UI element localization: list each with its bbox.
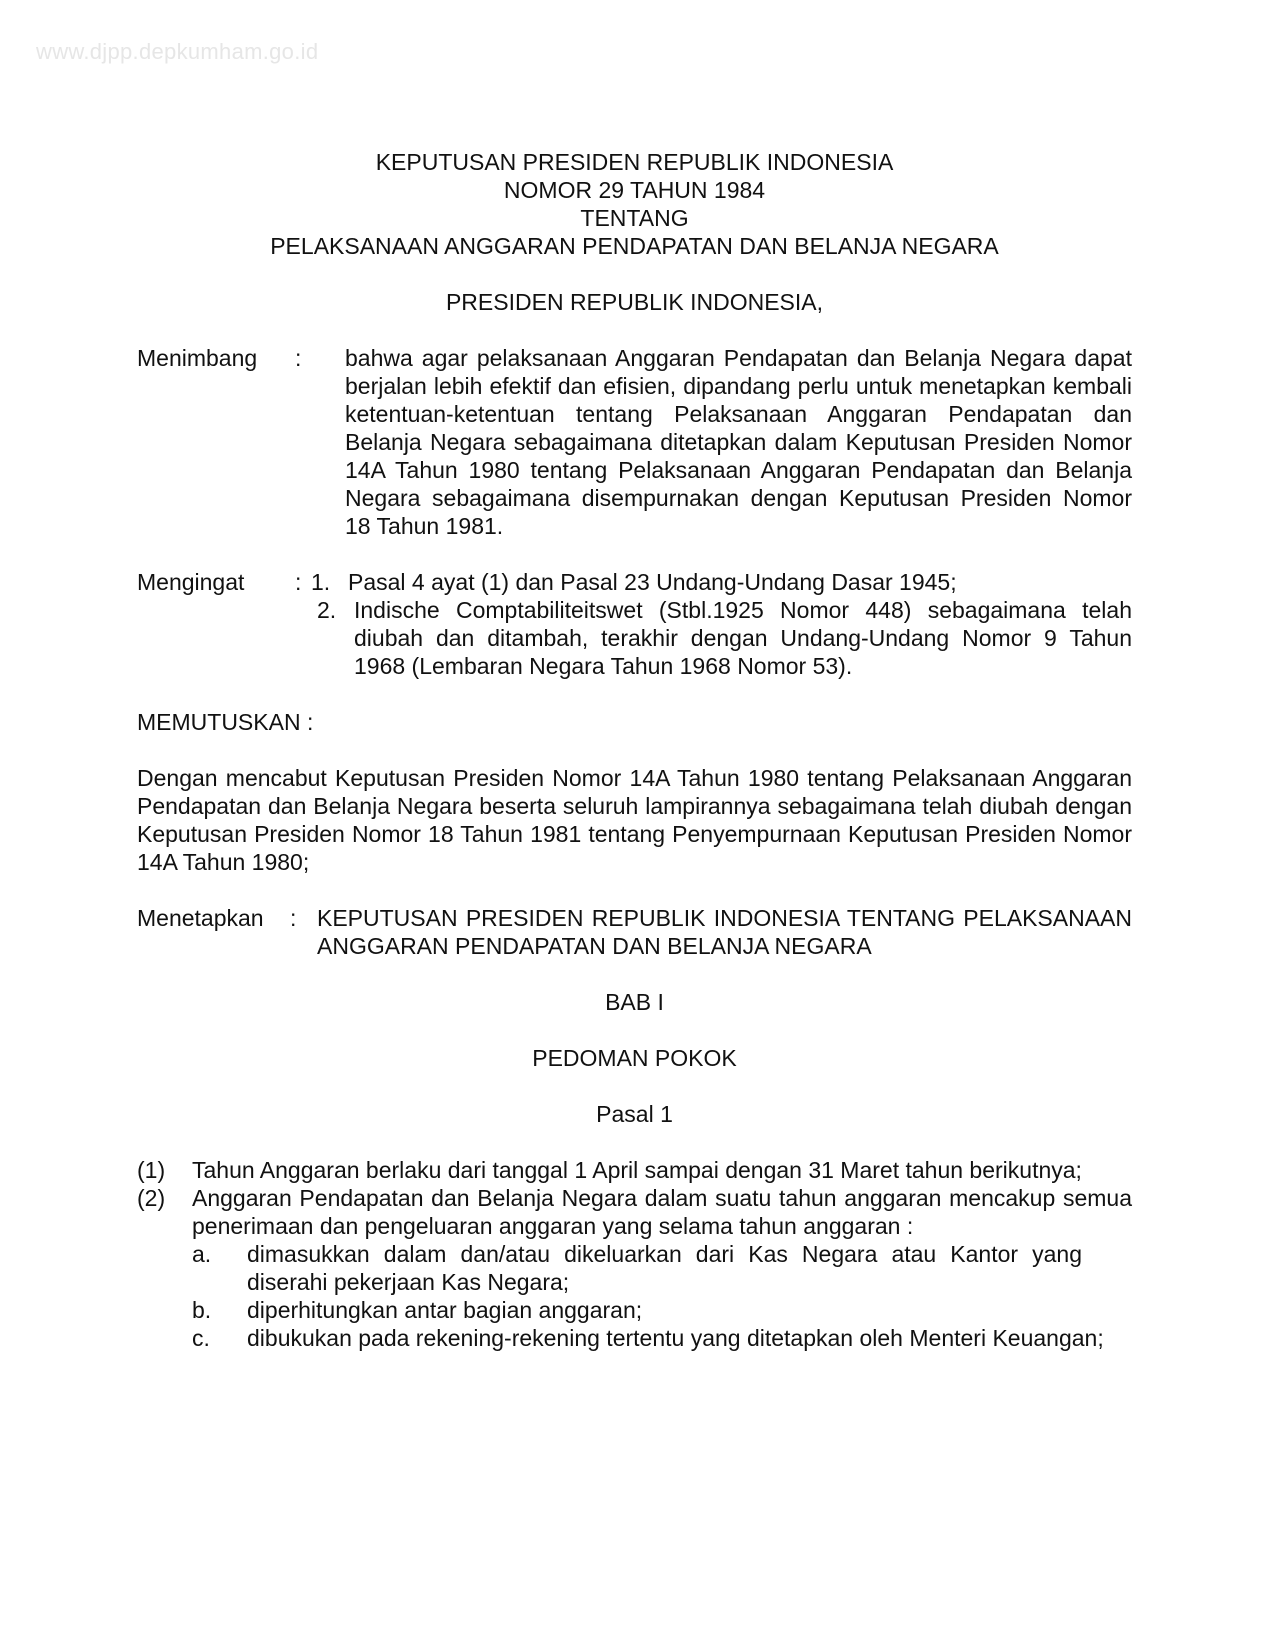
mengingat-item-number: 2. bbox=[317, 597, 337, 623]
header-line-2: NOMOR 29 TAHUN 1984 bbox=[503, 177, 766, 203]
bab-heading: BAB I bbox=[605, 989, 664, 1015]
ayat-number: (2) bbox=[137, 1185, 166, 1211]
watermark-text: www.djpp.depkumham.go.id bbox=[36, 39, 319, 64]
ayat-item bbox=[137, 1156, 1132, 1184]
mengingat-section bbox=[137, 568, 1132, 680]
menimbang-text: bahwa agar pelaksanaan Anggaran Pendapatan dan Belanja Negara dapat berjalan lebih efektif dan efisien, dipandang perlu untuk menetapkan kembali ketentuan-ketentuan tentang Pelaksanaan Anggaran Pendapatan dan Belanja Negara sebagaimana ditetapkan dalam Keputusan Presiden Nomor 14A Tahun 1980 tentang Pelaksanaan Anggaran Pendapatan dan Belanja Negara sebagaimana disempurnakan dengan Keputusan Presiden Nomor 18 Tahun 1981. bbox=[345, 345, 1132, 539]
document-page bbox=[137, 148, 1132, 1352]
document-header bbox=[137, 148, 1132, 260]
subitem-text: dibukukan pada rekening-rekening tertentu yang ditetapkan oleh Menteri Keuangan; bbox=[247, 1325, 1104, 1351]
pasal-heading: Pasal 1 bbox=[596, 1101, 673, 1127]
subitem-letter: c. bbox=[192, 1325, 210, 1351]
menetapkan-section bbox=[137, 904, 1132, 960]
menimbang-label: Menimbang bbox=[137, 345, 258, 371]
mengingat-item-text: Pasal 4 ayat (1) dan Pasal 23 Undang-Undang Dasar 1945; bbox=[348, 569, 957, 595]
ayat-number: (1) bbox=[137, 1157, 166, 1183]
subitem-letter: b. bbox=[192, 1297, 212, 1323]
mengingat-label: Mengingat bbox=[137, 569, 245, 595]
ayat-text: Tahun Anggaran berlaku dari tanggal 1 April sampai dengan 31 Maret tahun berikutnya; bbox=[192, 1157, 1082, 1183]
header-line-1: KEPUTUSAN PRESIDEN REPUBLIK INDONESIA bbox=[375, 149, 894, 175]
pasal-1-list bbox=[137, 1156, 1132, 1352]
subitem-text: dimasukkan dalam dan/atau dikeluarkan dari Kas Negara atau Kantor yang diserahi pekerjaan Kas Negara; bbox=[247, 1241, 1082, 1295]
president-heading: PRESIDEN REPUBLIK INDONESIA, bbox=[445, 289, 824, 315]
subitem bbox=[192, 1240, 1132, 1296]
mengingat-colon: : bbox=[295, 569, 302, 595]
bab-title: PEDOMAN POKOK bbox=[532, 1045, 737, 1071]
ayat-item bbox=[137, 1184, 1132, 1240]
mengingat-item bbox=[311, 596, 1132, 680]
ayat-text: Anggaran Pendapatan dan Belanja Negara dalam suatu tahun anggaran mencakup semua penerimaan dan pengeluaran anggaran yang selama tahun anggaran : bbox=[192, 1185, 1132, 1239]
subitem bbox=[192, 1324, 1132, 1352]
mengingat-item-text: Indische Comptabiliteitswet (Stbl.1925 Nomor 448) sebagaimana telah diubah dan ditambah, terakhir dengan Undang-Undang Nomor 9 Tahun 1968 (Lembaran Negara Tahun 1968 Nomor 53). bbox=[354, 597, 1132, 679]
dengan-paragraph: Dengan mencabut Keputusan Presiden Nomor 14A Tahun 1980 tentang Pelaksanaan Anggaran Pendapatan dan Belanja Negara beserta seluruh lampirannya sebagaimana telah diubah dengan Keputusan Presiden Nomor 18 Tahun 1981 tentang Penyempurnaan Keputusan Presiden Nomor 14A Tahun 1980; bbox=[137, 765, 1132, 875]
menetapkan-label: Menetapkan bbox=[137, 905, 264, 931]
menimbang-colon: : bbox=[295, 345, 302, 371]
mengingat-item-number: 1. bbox=[311, 569, 331, 595]
memutuskan-heading: MEMUTUSKAN : bbox=[137, 709, 314, 735]
subitem-letter: a. bbox=[192, 1241, 212, 1267]
mengingat-item bbox=[311, 568, 1132, 596]
ayat-subitem-list bbox=[137, 1240, 1132, 1352]
subitem-text: diperhitungkan antar bagian anggaran; bbox=[247, 1297, 643, 1323]
menetapkan-colon: : bbox=[290, 905, 297, 931]
menetapkan-text: KEPUTUSAN PRESIDEN REPUBLIK INDONESIA TENTANG PELAKSANAAN ANGGARAN PENDAPATAN DAN BELANJA NEGARA bbox=[317, 905, 1132, 959]
header-line-4: PELAKSANAAN ANGGARAN PENDAPATAN DAN BELANJA NEGARA bbox=[270, 233, 999, 259]
subitem bbox=[192, 1296, 1132, 1324]
mengingat-list bbox=[311, 568, 1132, 680]
header-line-3: TENTANG bbox=[580, 205, 689, 231]
menimbang-section bbox=[137, 344, 1132, 540]
